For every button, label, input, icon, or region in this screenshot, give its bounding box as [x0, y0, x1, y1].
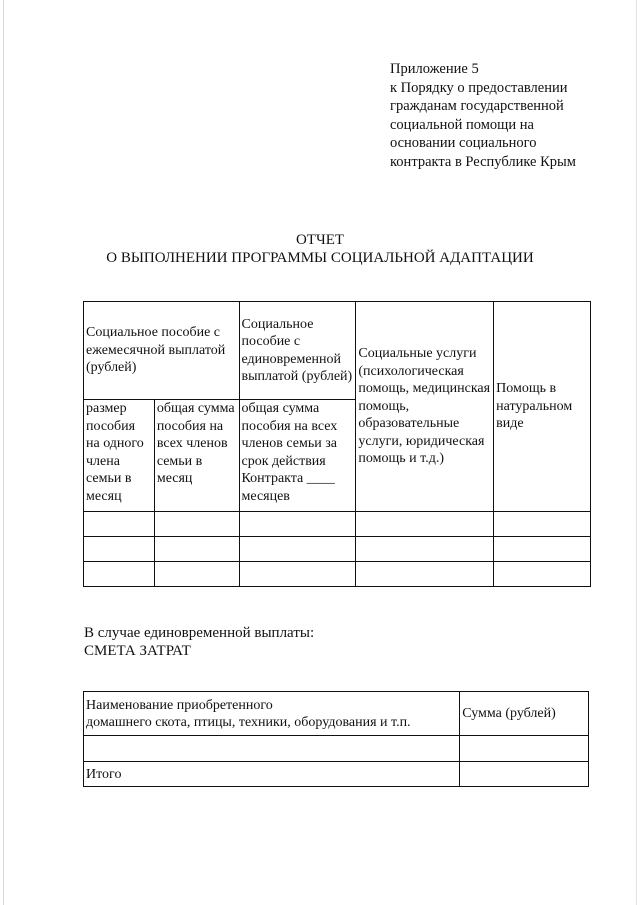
- header-item-name-line: домашнего скота, птицы, техники, оборудования и т.п.: [86, 714, 411, 730]
- table-row: [84, 562, 591, 587]
- appendix-note: [390, 60, 630, 171]
- table-cell[interactable]: [84, 736, 460, 762]
- report-table: [83, 301, 591, 587]
- page-edge-left: [3, 0, 4, 905]
- table-cell[interactable]: [154, 562, 239, 587]
- report-title: ОТЧЕТ: [295, 232, 345, 248]
- table-row: [84, 537, 591, 562]
- appendix-line: социальной помощи на: [390, 116, 534, 133]
- report-subtitle: О ВЫПОЛНЕНИИ ПРОГРАММЫ СОЦИАЛЬНОЙ АДАПТАЦИИ: [106, 250, 534, 266]
- table-cell[interactable]: [494, 562, 591, 587]
- table-cell[interactable]: [239, 537, 356, 562]
- table-cell[interactable]: [239, 562, 356, 587]
- estimate-table: [83, 691, 589, 787]
- table-cell[interactable]: [356, 512, 494, 537]
- estimate-heading: СМЕТА ЗАТРАТ: [84, 643, 191, 659]
- table-cell[interactable]: [84, 562, 155, 587]
- appendix-line: гражданам государственной: [390, 98, 564, 114]
- total-value-cell[interactable]: [460, 762, 589, 787]
- total-label: Итого: [84, 762, 460, 787]
- header-monthly-benefit: Социальное пособие с ежемесячной выплатой (рублей): [84, 302, 240, 400]
- table-cell[interactable]: [84, 537, 155, 562]
- table-cell[interactable]: [356, 562, 494, 587]
- header-lump-sum-benefit: Социальное пособие с единовременной выплатой (рублей): [239, 302, 356, 400]
- subheader-amount-per-member: размер пособия на одного члена семьи в месяц: [84, 400, 155, 512]
- appendix-line: основании социального: [390, 135, 537, 151]
- table-cell[interactable]: [84, 512, 155, 537]
- total-row: [84, 762, 589, 787]
- header-sum: Сумма (рублей): [460, 692, 589, 736]
- header-item-name: [84, 692, 460, 736]
- lump-sum-note: В случае единовременной выплаты:: [84, 625, 315, 641]
- subheader-total-all-members: общая сумма пособия на всех членов семьи в месяц: [154, 400, 239, 512]
- table-cell[interactable]: [356, 537, 494, 562]
- table-cell[interactable]: [154, 512, 239, 537]
- appendix-line: Приложение 5: [390, 61, 479, 77]
- table-cell[interactable]: [239, 512, 356, 537]
- appendix-line: к Порядку о предоставлении: [390, 79, 568, 96]
- table-row: [84, 736, 589, 762]
- table-cell[interactable]: [494, 537, 591, 562]
- table-cell[interactable]: [494, 512, 591, 537]
- header-item-name-line: Наименование приобретенного: [86, 697, 273, 713]
- table-cell[interactable]: [460, 736, 589, 762]
- subheader-total-contract: общая сумма пособия на всех членов семьи за срок действия Контракта ____ месяцев: [239, 400, 356, 512]
- table-row: [84, 512, 591, 537]
- header-in-kind-help: Помощь в натуральном виде: [494, 302, 591, 512]
- page-edge-right: [636, 0, 637, 905]
- appendix-line: контракта в Республике Крым: [390, 153, 576, 170]
- table-cell[interactable]: [154, 537, 239, 562]
- header-social-services: Социальные услуги (психологическая помощь, медицинская помощь, образовательные услуги, юридическая помощь и т.д.): [356, 302, 494, 512]
